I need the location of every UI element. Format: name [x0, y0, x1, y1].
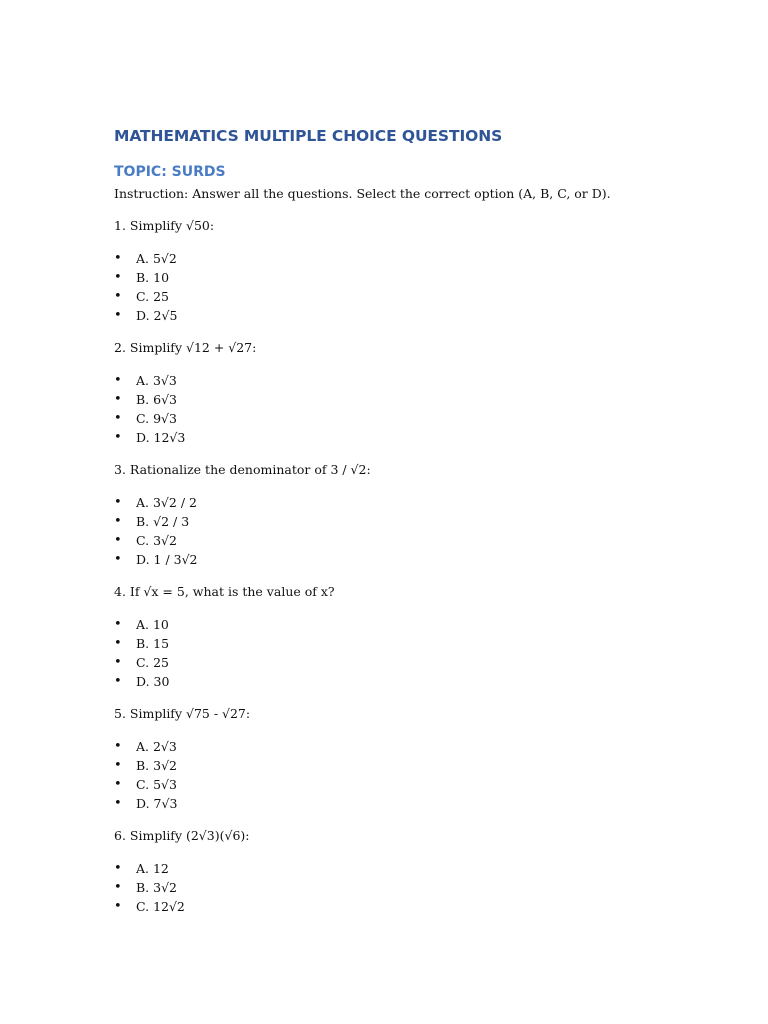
question-block — [114, 461, 714, 569]
bullet-icon: • — [114, 251, 122, 266]
question-text: 2. Simplify √12 + √27: — [114, 340, 257, 355]
option-text: C. 5√3 — [136, 777, 177, 792]
option-item — [114, 672, 714, 691]
bullet-icon: • — [114, 899, 122, 914]
option-text: C. 25 — [136, 289, 169, 304]
option-text: A. 2√3 — [136, 739, 177, 754]
option-item — [114, 493, 714, 512]
bullet-icon: • — [114, 674, 122, 689]
option-text: A. 3√2 / 2 — [136, 495, 197, 510]
instruction-text: Instruction: Answer all the questions. Select the correct option (A, B, C, or D). — [114, 186, 611, 201]
option-text: C. 3√2 — [136, 533, 177, 548]
option-text: C. 9√3 — [136, 411, 177, 426]
option-item — [114, 268, 714, 287]
option-text: D. 7√3 — [136, 796, 178, 811]
bullet-icon: • — [114, 796, 122, 811]
option-item — [114, 878, 714, 897]
option-text: A. 10 — [136, 617, 169, 632]
bullet-icon: • — [114, 514, 122, 529]
option-text: B. 10 — [136, 270, 170, 285]
topic-heading: TOPIC: SURDS — [114, 164, 226, 180]
question-block — [114, 583, 714, 691]
option-text: B. 15 — [136, 636, 170, 651]
option-item — [114, 775, 714, 794]
option-item — [114, 653, 714, 672]
question-text: 5. Simplify √75 - √27: — [114, 706, 251, 721]
option-item — [114, 615, 714, 634]
option-text: D. 1 / 3√2 — [136, 552, 198, 567]
question-block — [114, 339, 714, 447]
question-text: 6. Simplify (2√3)(√6): — [114, 828, 250, 843]
bullet-icon: • — [114, 411, 122, 426]
bullet-icon: • — [114, 533, 122, 548]
option-item — [114, 897, 714, 916]
option-item — [114, 794, 714, 813]
option-list — [114, 371, 714, 447]
option-text: C. 12√2 — [136, 899, 185, 914]
option-item — [114, 756, 714, 775]
question-block — [114, 827, 714, 916]
option-list — [114, 615, 714, 691]
option-item — [114, 371, 714, 390]
bullet-icon: • — [114, 552, 122, 567]
option-text: D. 30 — [136, 674, 170, 689]
bullet-icon: • — [114, 495, 122, 510]
option-item — [114, 737, 714, 756]
option-item — [114, 249, 714, 268]
option-text: B. 3√2 — [136, 758, 178, 773]
option-text: D. 2√5 — [136, 308, 178, 323]
question-text: 4. If √x = 5, what is the value of x? — [114, 584, 335, 599]
bullet-icon: • — [114, 861, 122, 876]
bullet-icon: • — [114, 270, 122, 285]
option-list — [114, 737, 714, 813]
option-item — [114, 512, 714, 531]
option-text: D. 12√3 — [136, 430, 186, 445]
bullet-icon: • — [114, 758, 122, 773]
option-item — [114, 409, 714, 428]
option-item — [114, 306, 714, 325]
question-list — [114, 217, 714, 916]
option-item — [114, 634, 714, 653]
bullet-icon: • — [114, 392, 122, 407]
bullet-icon: • — [114, 655, 122, 670]
bullet-icon: • — [114, 289, 122, 304]
bullet-icon: • — [114, 636, 122, 651]
document-title: MATHEMATICS MULTIPLE CHOICE QUESTIONS — [114, 127, 503, 145]
bullet-icon: • — [114, 308, 122, 323]
option-item — [114, 428, 714, 447]
option-text: B. 3√2 — [136, 880, 178, 895]
question-block — [114, 705, 714, 813]
bullet-icon: • — [114, 739, 122, 754]
option-item — [114, 390, 714, 409]
bullet-icon: • — [114, 430, 122, 445]
question-block — [114, 217, 714, 325]
option-text: B. 6√3 — [136, 392, 178, 407]
option-text: C. 25 — [136, 655, 169, 670]
option-text: A. 12 — [136, 861, 169, 876]
option-text: A. 5√2 — [136, 251, 177, 266]
option-list — [114, 859, 714, 916]
option-list — [114, 493, 714, 569]
bullet-icon: • — [114, 373, 122, 388]
option-item — [114, 287, 714, 306]
bullet-icon: • — [114, 617, 122, 632]
question-text: 1. Simplify √50: — [114, 218, 215, 233]
option-list — [114, 249, 714, 325]
question-text: 3. Rationalize the denominator of 3 / √2: — [114, 462, 371, 477]
bullet-icon: • — [114, 880, 122, 895]
bullet-icon: • — [114, 777, 122, 792]
option-item — [114, 550, 714, 569]
option-item — [114, 859, 714, 878]
option-item — [114, 531, 714, 550]
option-text: A. 3√3 — [136, 373, 177, 388]
document-page — [114, 126, 714, 916]
option-text: B. √2 / 3 — [136, 514, 190, 529]
